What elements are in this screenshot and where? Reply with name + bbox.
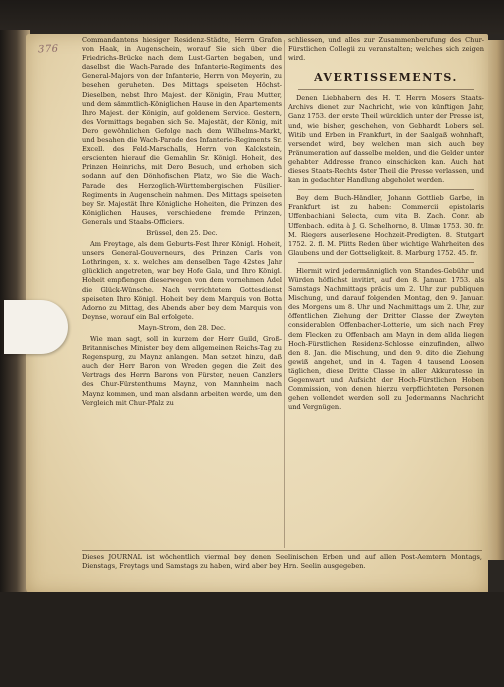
- avertissements-heading: AVERTISSEMENTS.: [314, 71, 458, 85]
- left-column: [82, 36, 282, 409]
- page-marker-tab: [4, 300, 68, 354]
- left-para-0: Commandantens hiesiger Residenz-Städte, Herrn Grafen von Haak, in Augenschein, worauf Sie sich über die Friedrichs-Brücke nach dem Lust-Garten begaben, und daselbst die Wach-Parade des Infanterie-Regiments des General-Majors von der Infanterie, Herrn von Meyerin, zu besehen geruheten. Des Mittags speiseten Höchst-Dieselben, nebst Ihro Majest. der Königin, Frau Mutter, und dem sämmtlich-Königlichen Hause in den Apartements Ihro Majest. der Königin, auf goldenem Service. Gestern, des Vormittags begaben sich Se. Majestät, der König, mit Dero gewöhnlichen Gefolge nach dem Wilhelms-Markt, und besahen die Wach-Parade des Infanterie-Regiments Sr. Excell. des Feld-Marschalls, Herrn von Kalckstein, erscienten hierauf die Gemahlin Sr. Königl. Hoheit, des Prinzen Heinrichs, mit Dero Besuch, und erhoben sich sodann auf den Dönhofischen Platz, wo Sie die Wach-Parade des Herzoglich-Württembergischen Füsilier-Regiments in Augenschein nahmen. Des Mittags speiseten bey Sr. Majestät Ihre Königliche Hoheiten, die Prinzen des Königlichen Hauses, verschiedene fremde Prinzen, Generals und Staabs-Officiers.: [82, 36, 282, 226]
- advert-rule-1: [298, 189, 474, 190]
- heading-rule: [298, 89, 474, 90]
- dateline-mayn-strom: Mayn-Strom, den 28. Dec.: [138, 323, 226, 332]
- footer-rule: [82, 550, 482, 551]
- advert-garbe: Bey dem Buch-Händler, Johann Gottlieb Garbe, in Frankfurt ist zu haben: Commercii epistolaris Uffenbachiani Selecta, cum vita B. Zach. Conr. ab Uffenbach. edita à J. G. Schelhorno, 8. Ulmæ 1753. 30. fr. M. Riegers auserlesene Hochzeit-Predigten. 8. Stutgart 1752. 2. fl. M. Plitts Reden über wichtige Wahrheiten des Glaubens und der Gottseligkeit. 8. Marburg 1752. 45. fr.: [288, 194, 484, 257]
- journal-footer: Dieses JOURNAL ist wöchentlich viermal bey denen Seelinischen Erben und auf allen Post-Aemtern Montags, Dienstags, Freytags und Samstags zu haben, wird aber bey Hrn. Seelin ausgegeben.: [82, 553, 482, 570]
- left-para-4: Wie man sagt, soll in kurzem der Herr Guild, Groß-Britannisches Minister bey dem allgemeinen Reichs-Tag zu Regenspurg, zu Maynz anlangen. Man setzet hinzu, daß auch der Herr Baron von Wreden gegen die Zeit des Vertrags des Herrn Barons von Fürster, neuen Canzlers des Chur-Fürstenthums Maynz, von Mannheim nach Maynz kommen, und man alsdann arbeiten werde, um den Vergleich mit Chur-Pfalz zu: [82, 335, 282, 407]
- column-divider: [284, 40, 285, 548]
- right-para-top: schliessen, und alles zur Zusammenberufung des Chur-Fürstlichen Collegii zu veranstalten; welches sich zeigen wird.: [288, 36, 484, 63]
- background-top: [0, 0, 504, 34]
- shelfmark: 376: [37, 43, 59, 56]
- advert-rule-2: [298, 262, 474, 263]
- adjacent-page-edge: [486, 40, 504, 560]
- dateline-bruessel: Brüssel, den 25. Dec.: [146, 228, 218, 237]
- advert-lotterie: Hiermit wird jedermänniglich von Standes-Gebühr und Würden höflichst invitirt, auf den 8. Januar. 1753. als Samstags Nachmittags präcis um 2. Uhr zur publiquen Mischung, und darauf folgenden Montag, den 9. Januar. des Morgens um 8. Uhr und Nachmittags um 2. Uhr, zur öffentlichen Ziehung der Dritter Classe der Zweyten considerablen Offenbacher-Lotterie, um sich nach Frey dem Flecken zu Offenbach am Mayn in dem allda liegen Hoch-Fürstlichen Residenz-Schlosse einzufinden, allwo den 8. Jan. die Mischung, und den 9. dito die Ziehung gewiß angehet, und in 4. Tagen 4 tausend Loosen täglichen, diese Dritte Classe in aller Akkuratesse in Gegenwart und Aufsicht der Hoch-Fürstlichen Hoben Commission, von denen hierzu verpflichteten Personen gehen vollendet werden soll zu Jedermanns Nachricht und Vergnügen.: [288, 266, 484, 412]
- right-column: [288, 36, 484, 413]
- background-bottom: [0, 592, 504, 687]
- left-para-2: Am Freytage, als dem Geburts-Fest Ihrer Königl. Hoheit, unsers General-Gouverneurs, des Prinzen Carls von Lothringen, x. x. welches am denselben Tage 42stes Jahr glücklich angetreten, war bey Hofe Gala, und Ihro Königl. Hoheit empfiengen dieserwegen von dem vornehmen Adel die Glück-Wünsche. Nach verrichtetem Gottesdienst speiseten Ihro Königl. Hoheit bey dem Marquis von Botta Adorno zu Mittag, des Abends aber bey dem Marquis von Deynse, worauf ein Bal erfolgete.: [82, 240, 282, 321]
- advert-moser: Denen Liebhabern des H. T. Herrn Mosers Staats-Archivs dienet zur Nachricht, wie von künftigen Jahr, Ganz 1753. der erste Theil würcklich unter der Presse ist, und, wie bisher, geschehen, von Gebhardt Lobers sel. Witib und Erben in Frankfurt, in der Saalgaß wohnhaft, versendet wird, bey welchen man sich auch bey Pränumeration auf dasselbe melden, und die Gelder unter gehabter Addresse franco einschicken kan. Auch hat dieses Staats-Rechts 4ster Theil die Presse verlassen, und kan in gedachter Handlung abgeholet werden.: [288, 94, 484, 185]
